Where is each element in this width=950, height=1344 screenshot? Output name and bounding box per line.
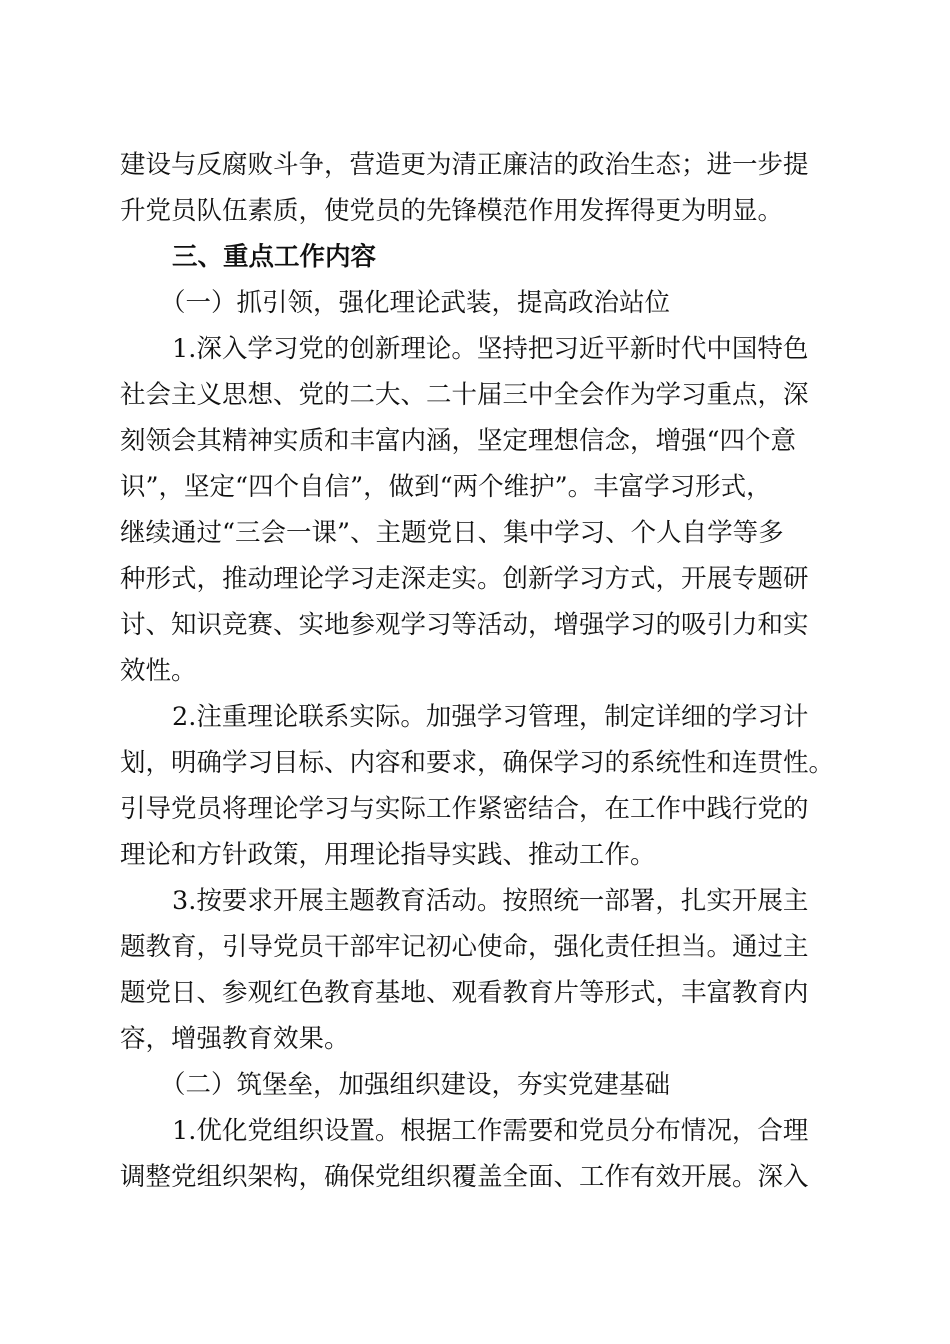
body-line: 1.优化党组织设置。根据工作需要和党员分布情况，合理 xyxy=(172,1116,809,1146)
body-line: 引导党员将理论学习与实际工作紧密结合，在工作中践行党的 xyxy=(120,794,809,824)
body-line: 调整党组织架构，确保党组织覆盖全面、工作有效开展。深入 xyxy=(120,1162,809,1192)
subsection-heading: （一）抓引领，强化理论武装，提高政治站位 xyxy=(160,288,671,318)
body-line: 题教育，引导党员干部牢记初心使命，强化责任担当。通过主 xyxy=(120,932,809,962)
body-line: 2.注重理论联系实际。加强学习管理，制定详细的学习计 xyxy=(172,702,809,732)
body-line: 容，增强教育效果。 xyxy=(120,1024,350,1054)
body-line: 3.按要求开展主题教育活动。按照统一部署，扎实开展主 xyxy=(172,886,809,916)
body-line: 识”，坚定“四个自信”，做到“两个维护”。丰富学习形式， xyxy=(120,472,772,502)
subsection-heading: （二）筑堡垒，加强组织建设，夯实党建基础 xyxy=(160,1070,671,1100)
body-line: 效性。 xyxy=(120,656,197,686)
body-line: 1.深入学习党的创新理论。坚持把习近平新时代中国特色 xyxy=(172,334,809,364)
body-line: 升党员队伍素质，使党员的先锋模范作用发挥得更为明显。 xyxy=(120,196,784,226)
body-line: 划，明确学习目标、内容和要求，确保学习的系统性和连贯性。 xyxy=(120,748,835,778)
body-line: 建设与反腐败斗争，营造更为清正廉洁的政治生态；进一步提 xyxy=(120,150,809,180)
body-line: 讨、知识竞赛、实地参观学习等活动，增强学习的吸引力和实 xyxy=(120,610,809,640)
body-line: 种形式，推动理论学习走深走实。创新学习方式，开展专题研 xyxy=(120,564,809,594)
body-line: 继续通过“三会一课”、主题党日、集中学习、个人自学等多 xyxy=(120,518,784,548)
body-line: 题党日、参观红色教育基地、观看教育片等形式，丰富教育内 xyxy=(120,978,809,1008)
body-line: 刻领会其精神实质和丰富内涵，坚定理想信念，增强“四个意 xyxy=(120,426,797,456)
body-line: 社会主义思想、党的二大、二十届三中全会作为学习重点，深 xyxy=(120,380,809,410)
section-heading: 三、重点工作内容 xyxy=(172,242,377,272)
body-line: 理论和方针政策，用理论指导实践、推动工作。 xyxy=(120,840,656,870)
